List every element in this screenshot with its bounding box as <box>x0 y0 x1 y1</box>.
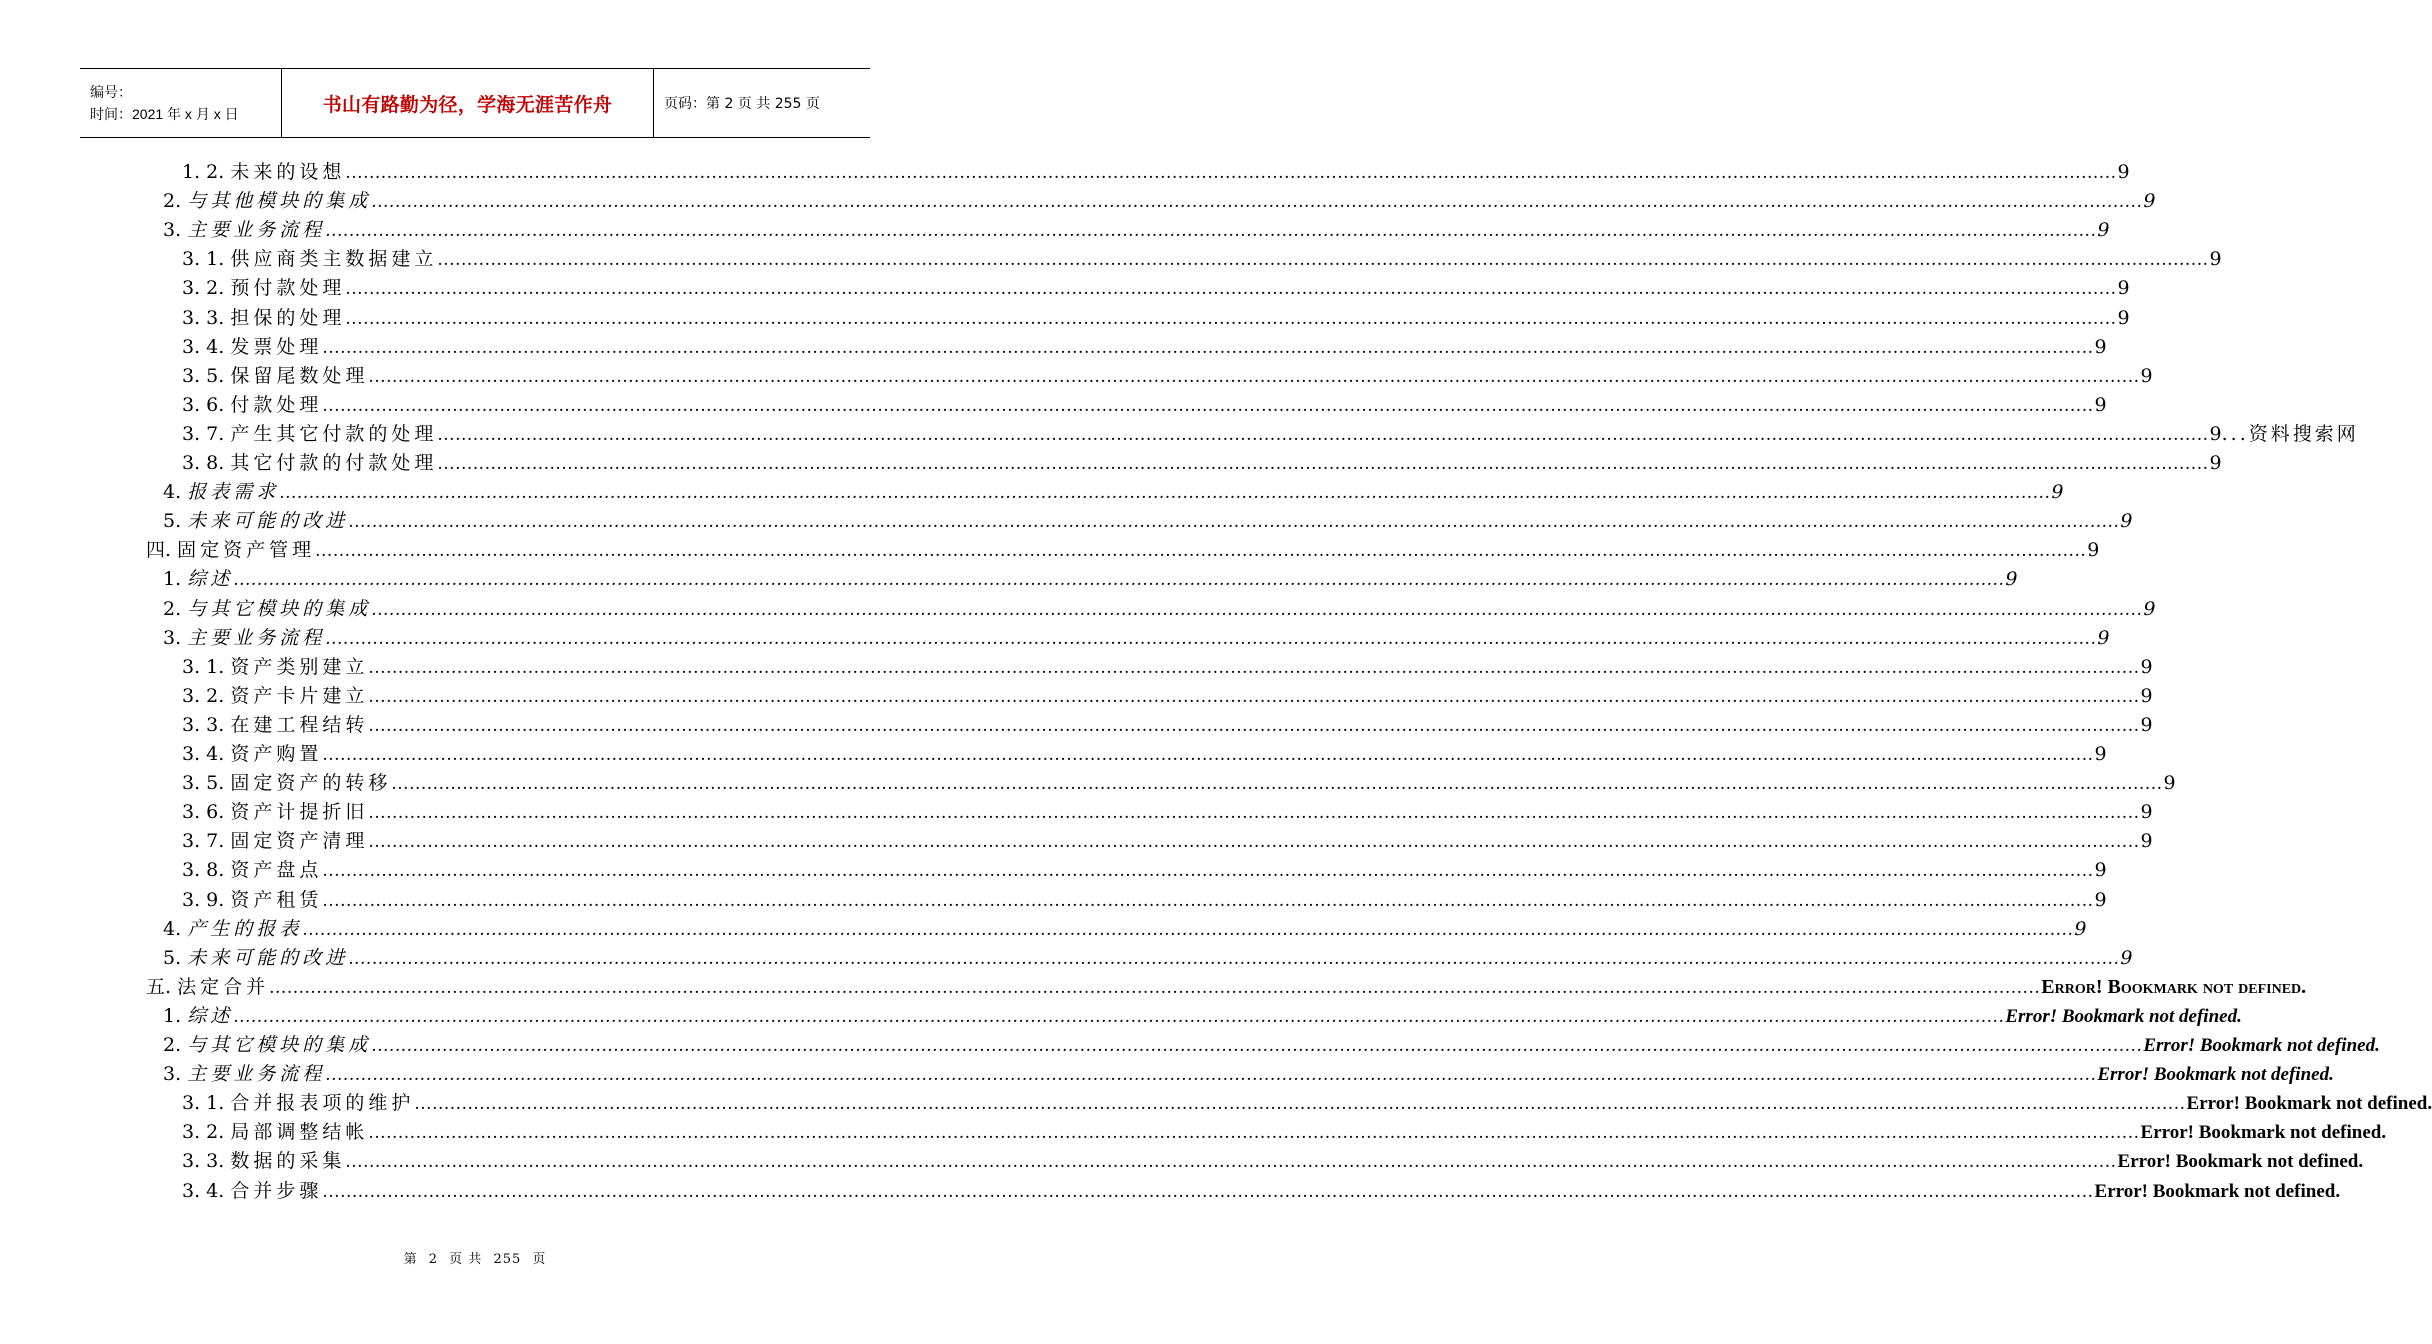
toc-entry-title: 固定资产管理 <box>177 539 316 562</box>
toc-entry-title: 未来可能的改进 <box>187 946 349 969</box>
toc-entry-title: 主要业务流程 <box>187 1063 326 1086</box>
toc-entry-number: 3. 3. <box>182 1150 225 1173</box>
toc-leader-dots: ............................................................................................................................................................................................................................................................................................................ <box>322 745 2094 765</box>
toc-entry-number: 3. <box>163 626 182 649</box>
toc-entry[interactable] <box>182 711 2153 740</box>
toc-entry-number: 3. 4. <box>182 1179 225 1202</box>
toc-entry-page: 9 <box>2094 859 2107 882</box>
toc-leader-dots: ............................................................................................................................................................................................................................................................................................................ <box>437 250 2209 271</box>
toc-entry[interactable] <box>163 595 2156 624</box>
toc-entry-title: 产生的报表 <box>187 917 303 940</box>
toc-entry-title: 法定合并 <box>177 975 270 998</box>
toc-entry[interactable] <box>146 973 2307 1002</box>
toc-entry[interactable] <box>163 565 2018 594</box>
toc-entry-number: 4. <box>163 917 182 940</box>
toc-entry-page: Error! Bookmark not defined. <box>2097 1064 2334 1086</box>
header-page-info: 页码：第 2 页 共 255 页 <box>664 96 820 112</box>
toc-entry[interactable] <box>146 536 2100 565</box>
toc-entry-page: Error! Bookmark not defined. <box>2143 1035 2380 1056</box>
toc-entry-page: Error! Bookmark not defined. <box>2140 1122 2387 1144</box>
toc-entry-page: 9 <box>2097 219 2110 242</box>
toc-entry-number: 五. <box>146 975 172 998</box>
toc-leader-dots: ............................................................................................................................................................................................................................................................................................................ <box>315 541 2087 562</box>
toc-entry-number: 3. 3. <box>182 713 225 736</box>
toc-entry-number: 3. <box>163 1063 182 1086</box>
toc-entry[interactable] <box>182 682 2153 711</box>
toc-entry[interactable] <box>182 333 2107 362</box>
toc-entry[interactable] <box>182 158 2130 187</box>
toc-entry-page: 9 <box>2140 830 2153 853</box>
toc-entry[interactable] <box>163 1060 2334 1089</box>
footer-current-page: 2 <box>428 1252 439 1267</box>
toc-entry-page: 9 <box>2120 946 2133 969</box>
toc-leader-dots: ............................................................................................................................................................................................................................................................................................................ <box>348 948 2120 969</box>
toc-entry-page: 9 <box>2097 626 2110 649</box>
toc-entry-page: 9 <box>2087 539 2100 562</box>
toc-entry[interactable] <box>182 1118 2387 1147</box>
toc-entry-number: 四. <box>146 539 172 562</box>
toc-leader-dots: ............................................................................................................................................................................................................................................................................................................ <box>437 454 2209 474</box>
toc-entry-title: 未来的设想 <box>230 161 346 183</box>
toc-entry-number: 3. 2. <box>182 1121 225 1144</box>
toc-entry[interactable] <box>163 478 2064 507</box>
toc-entry-title: 未来可能的改进 <box>187 510 349 533</box>
toc-entry-number: 3. 4. <box>182 335 225 358</box>
toc-entry-title: 担保的处理 <box>230 306 346 329</box>
footer-total-pages: 255 <box>493 1252 522 1267</box>
toc-leader-dots: ............................................................................................................................................................................................................................................................................................................ <box>368 657 2140 678</box>
toc-entry-page: Error! Bookmark not defined. <box>2117 1151 2364 1173</box>
toc-entry-page: Error! Bookmark not defined. <box>2041 975 2307 998</box>
toc-entry-number: 1. <box>163 1004 182 1027</box>
toc-entry-page: 9 <box>2163 772 2176 795</box>
toc-entry[interactable] <box>182 245 2222 274</box>
toc-entry-page: 9 <box>2140 364 2153 387</box>
toc-leader-dots: ............................................................................................................................................................................................................................................................................................................ <box>233 1006 2005 1027</box>
toc-entry-number: 3. 3. <box>182 306 225 329</box>
toc-entry-page: 9 <box>2120 510 2133 533</box>
toc-leader-dots: ............................................................................................................................................................................................................................................................................................................ <box>348 512 2120 533</box>
toc-entry[interactable] <box>182 827 2153 856</box>
toc-entry-page: 9 <box>2209 248 2222 271</box>
toc-leader-dots: ............................................................................................................................................................................................................................................................................................................ <box>368 1123 2140 1144</box>
toc-leader-dots: ............................................................................................................................................................................................................................................................................................................ <box>368 366 2140 387</box>
toc-entry-title: 资产租赁 <box>230 888 323 911</box>
toc-entry-page: 9 <box>2005 568 2018 591</box>
footer-prefix: 第 <box>403 1252 418 1267</box>
toc-entry[interactable] <box>182 362 2153 391</box>
toc-entry[interactable] <box>182 740 2107 769</box>
page-header <box>80 68 870 138</box>
toc-entry-number: 5. <box>163 510 182 533</box>
toc-entry[interactable] <box>182 449 2222 478</box>
toc-entry-number: 4. <box>163 481 182 504</box>
toc-leader-dots: ............................................................................................................................................................................................................................................................................................................ <box>325 221 2097 242</box>
toc-entry-number: 5. <box>163 946 182 969</box>
toc-entry-title: 数据的采集 <box>230 1150 346 1173</box>
toc-entry[interactable] <box>182 1147 2364 1176</box>
header-slogan: 书山有路勤为径，学海无涯苦作舟 <box>282 69 654 137</box>
toc-entry-page: 9 <box>2094 335 2107 358</box>
toc-entry[interactable] <box>163 915 2087 944</box>
toc-entry[interactable] <box>182 1177 2341 1206</box>
toc-entry-number: 3. 9. <box>182 888 225 911</box>
toc-entry-number: 3. 2. <box>182 684 225 707</box>
toc-leader-dots: ............................................................................................................................................................................................................................................................................................................ <box>322 861 2094 882</box>
toc-entry-page: Error! Bookmark not defined. <box>2094 1180 2341 1202</box>
toc-entry-title: 综述 <box>187 568 234 591</box>
toc-entry-page: 9 <box>2140 801 2153 824</box>
toc-entry-number: 3. 1. <box>182 1092 225 1115</box>
toc-leader-dots: ............................................................................................................................................................................................................................................................................................................ <box>322 1181 2094 1202</box>
toc-entry-title: 固定资产的转移 <box>230 772 392 795</box>
toc-entry-title: 在建工程结转 <box>230 713 369 736</box>
footer-suffix: 页 <box>532 1252 547 1267</box>
toc-entry[interactable] <box>182 769 2176 798</box>
toc-entry[interactable] <box>182 391 2107 420</box>
toc-entry-number: 3. <box>163 219 182 242</box>
toc-entry[interactable] <box>163 216 2110 245</box>
toc-leader-dots: ............................................................................................................................................................................................................................................................................................................ <box>437 424 2209 445</box>
toc-entry-title: 合并步骤 <box>230 1179 323 1202</box>
toc-entry[interactable] <box>182 856 2107 885</box>
toc-entry-page: 9 <box>2117 161 2130 183</box>
toc-entry-number: 2. <box>163 597 182 620</box>
toc-entry-number: 1. <box>163 568 182 591</box>
toc-entry-title: 与其他模块的集成 <box>187 190 372 213</box>
toc-entry-number: 2. <box>163 1034 182 1056</box>
footer-mid: 页 共 <box>449 1252 483 1267</box>
toc-entry-page: 9 <box>2209 452 2222 474</box>
toc-entry-page: 9 <box>2094 393 2107 416</box>
toc-leader-dots: ............................................................................................................................................................................................................................................................................................................ <box>371 192 2143 213</box>
toc-entry[interactable] <box>163 624 2110 653</box>
toc-entry-page: Error! Bookmark not defined. <box>2005 1005 2242 1027</box>
toc-leader-dots: ............................................................................................................................................................................................................................................................................................................ <box>345 1152 2117 1173</box>
page-footer <box>0 1248 950 1267</box>
toc-leader-dots: ............................................................................................................................................................................................................................................................................................................ <box>371 599 2143 620</box>
toc-entry-page: 9 <box>2117 306 2130 329</box>
toc-entry-title: 局部调整结帐 <box>230 1121 369 1144</box>
toc-leader-dots: ............................................................................................................................................................................................................................................................................................................ <box>371 1036 2143 1056</box>
toc-entry-title: 资产类别建立 <box>230 655 369 678</box>
toc-entry-page: 9 <box>2094 743 2107 765</box>
toc-entry-page: 9 <box>2051 481 2064 504</box>
toc-entry-title: 固定资产清理 <box>230 830 369 853</box>
toc-entry-number: 1. 2. <box>182 161 225 183</box>
toc-entry-number: 3. 8. <box>182 859 225 882</box>
toc-entry-page: 9 <box>2140 713 2153 736</box>
time-label: 时间：2021 年 x 月 x 日 <box>90 106 239 122</box>
toc-leader-dots: ............................................................................................................................................................................................................................................................................................................ <box>345 279 2117 300</box>
toc-entry-title: 资产盘点 <box>230 859 323 882</box>
toc-entry[interactable] <box>182 653 2153 682</box>
toc-entry-number: 3. 6. <box>182 393 225 416</box>
toc-entry[interactable] <box>182 274 2130 303</box>
toc-leader-dots: ............................................................................................................................................................................................................................................................................................................ <box>322 337 2094 358</box>
toc-entry[interactable] <box>163 1031 2380 1060</box>
toc-entry-title: 资产卡片建立 <box>230 684 369 707</box>
toc-entry-number: 2. <box>163 190 182 213</box>
toc-leader-dots: ............................................................................................................................................................................................................................................................................................................ <box>322 395 2094 416</box>
toc-entry-title: 综述 <box>187 1004 234 1027</box>
serial-number-label: 编号： <box>90 84 132 100</box>
toc-leader-dots: ............................................................................................................................................................................................................................................................................................................ <box>279 483 2051 504</box>
toc-entry-number: 3. 1. <box>182 248 225 271</box>
toc-entry-title: 与其它模块的集成 <box>187 1034 372 1056</box>
toc-leader-dots: ............................................................................................................................................................................................................................................................................................................ <box>233 570 2005 591</box>
toc-entry-number: 3. 8. <box>182 452 225 474</box>
toc-leader-dots: ............................................................................................................................................................................................................................................................................................................ <box>414 1094 2186 1115</box>
toc-entry-number: 3. 5. <box>182 364 225 387</box>
toc-entry-page: 9 <box>2117 277 2130 300</box>
toc-entry-title: 保留尾数处理 <box>230 364 369 387</box>
toc-entry[interactable] <box>182 1089 2432 1118</box>
toc-entry-page: 9 <box>2209 422 2222 445</box>
toc-leader-dots: ............................................................................................................................................................................................................................................................................................................ <box>368 686 2140 707</box>
toc-entry-number: 3. 4. <box>182 743 225 765</box>
toc-entry-number: 3. 2. <box>182 277 225 300</box>
toc-entry-number: 3. 1. <box>182 655 225 678</box>
toc-entry-page: 9 <box>2140 655 2153 678</box>
toc-leader-dots: ............................................................................................................................................................................................................................................................................................................ <box>368 803 2140 824</box>
toc-entry-page: 9 <box>2140 684 2153 707</box>
toc-leader-dots: ............................................................................................................................................................................................................................................................................................................ <box>302 919 2074 940</box>
toc-entry-title: 产生其它付款的处理 <box>230 422 438 445</box>
toc-entry-title: 与其它模块的集成 <box>187 597 372 620</box>
toc-entry-page: 9 <box>2143 190 2156 213</box>
toc-entry-title: 主要业务流程 <box>187 219 326 242</box>
toc-entry[interactable] <box>182 886 2107 915</box>
toc-leader-dots: ............................................................................................................................................................................................................................................................................................................ <box>368 832 2140 853</box>
toc-entry-title: 其它付款的付款处理 <box>230 452 438 474</box>
toc-entry-number: 3. 7. <box>182 830 225 853</box>
toc-entry-page: Error! Bookmark not defined. <box>2186 1093 2432 1115</box>
toc-entry-title: 预付款处理 <box>230 277 346 300</box>
toc-entry-number: 3. 6. <box>182 801 225 824</box>
toc-leader-dots: ............................................................................................................................................................................................................................................................................................................ <box>322 890 2094 911</box>
toc-leader-dots: ............................................................................................................................................................................................................................................................................................................ <box>325 1065 2097 1086</box>
toc-leader-dots: ............................................................................................................................................................................................................................................................................................................ <box>269 977 2041 998</box>
header-meta <box>80 69 282 137</box>
toc-leader-dots: ............................................................................................................................................................................................................................................................................................................ <box>368 715 2140 736</box>
toc-entry-number: 3. 5. <box>182 772 225 795</box>
toc-entry-extra: ...资料搜索网 <box>2221 422 2359 445</box>
toc-entry-title: 发票处理 <box>230 335 323 358</box>
toc-leader-dots: ............................................................................................................................................................................................................................................................................................................ <box>391 774 2163 795</box>
toc-entry[interactable] <box>182 304 2130 333</box>
toc-entry[interactable] <box>163 507 2133 536</box>
toc-entry[interactable] <box>163 187 2156 216</box>
toc-entry-number: 3. 7. <box>182 422 225 445</box>
toc-entry-title: 付款处理 <box>230 393 323 416</box>
toc-entry-title: 供应商类主数据建立 <box>230 248 438 271</box>
toc-entry-title: 资产购置 <box>230 743 323 765</box>
toc-entry[interactable] <box>182 420 2359 449</box>
toc-entry-page: 9 <box>2074 917 2087 940</box>
toc-entry-title: 报表需求 <box>187 481 280 504</box>
toc-entry[interactable] <box>182 798 2153 827</box>
toc-entry-title: 合并报表项的维护 <box>230 1092 415 1115</box>
toc-entry[interactable] <box>163 1002 2242 1031</box>
toc-entry-page: 9 <box>2094 888 2107 911</box>
toc-leader-dots: ............................................................................................................................................................................................................................................................................................................ <box>345 308 2117 329</box>
toc-leader-dots: ............................................................................................................................................................................................................................................................................................................ <box>345 163 2117 183</box>
toc-entry[interactable] <box>163 944 2133 973</box>
toc-entry-title: 主要业务流程 <box>187 626 326 649</box>
toc-leader-dots: ............................................................................................................................................................................................................................................................................................................ <box>325 628 2097 649</box>
toc-entry-title: 资产计提折旧 <box>230 801 369 824</box>
toc-entry-page: 9 <box>2143 597 2156 620</box>
